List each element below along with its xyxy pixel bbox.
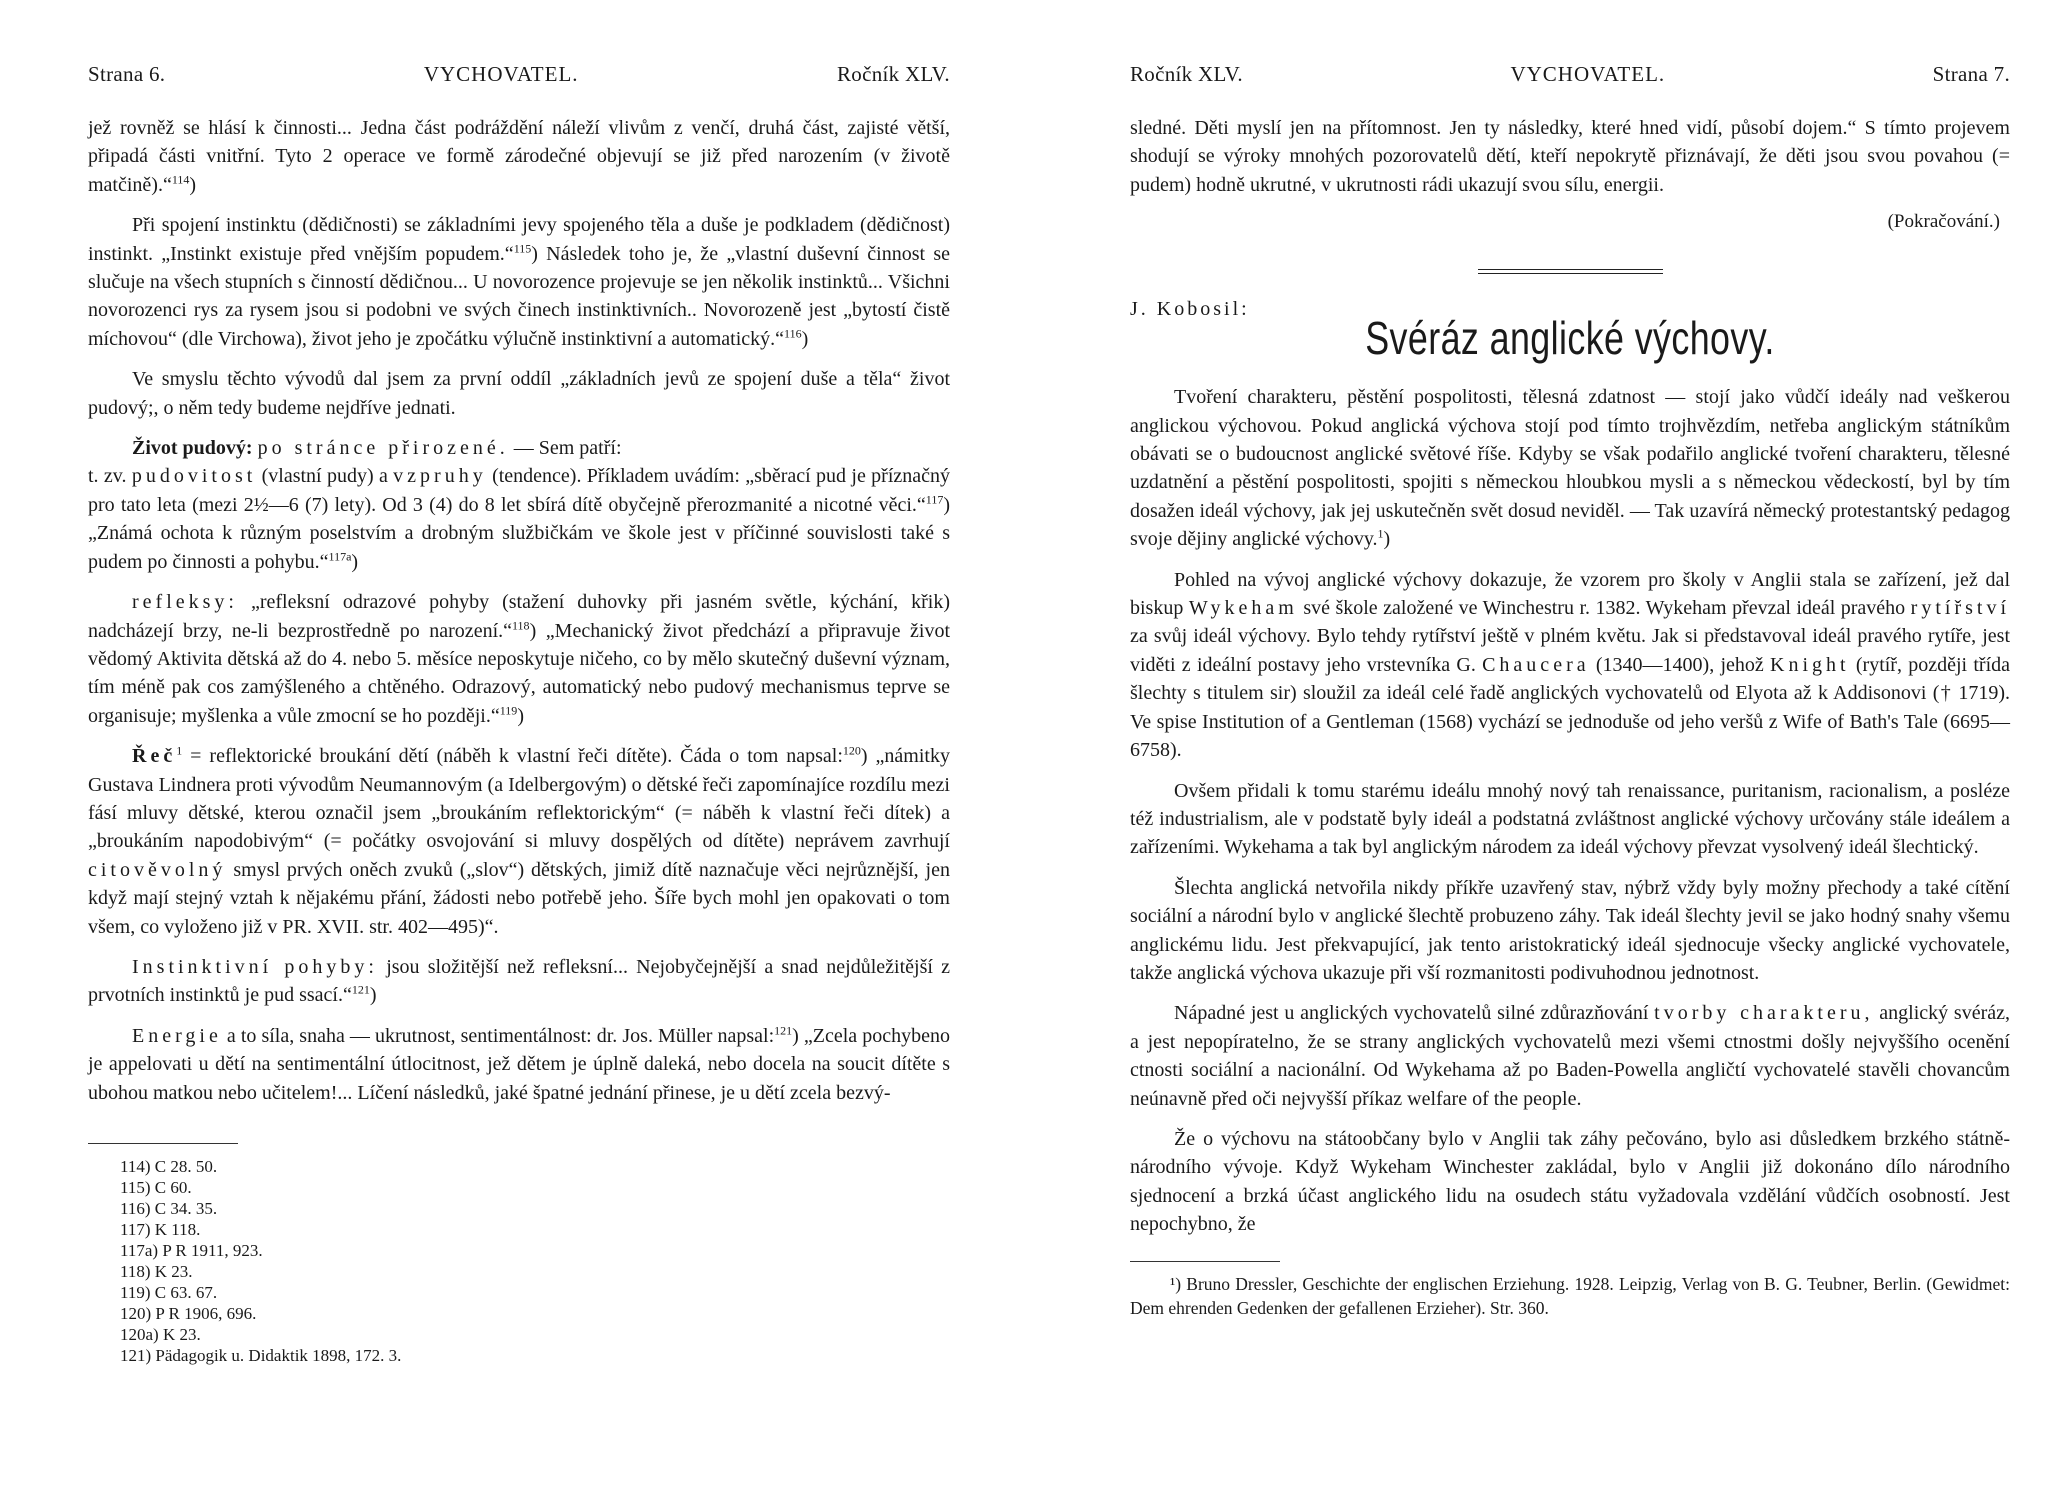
footnote: 116) C 34. 35.	[120, 1199, 218, 1218]
section-separator	[1478, 269, 1663, 274]
footnote: 117a) P R 1911, 923.	[120, 1241, 263, 1260]
left-page-body	[88, 114, 950, 1107]
page-number: Strana 7.	[1932, 62, 2010, 86]
footnote: 121) Pädagogik u. Didaktik 1898, 172. 3.	[120, 1346, 402, 1365]
page-number: Strana 6.	[88, 62, 166, 86]
paragraph: Tvoření charakteru, pěstění pospolitosti, tělesná zdatnost — stojí jako vůdčí ideály nad veškerou anglickou výchovou. Pokud anglická výchova stojí pod tímto trojhvězdím, netřeba anglickým státníkům obávati se o budoucnost anglické světové říše. Kdyby se však podařilo anglické tvoření charakteru, tělesné uzdatnění a pěstění pospolitosti, spojiti s německou hloubkou mysli a s německou vědeckostí, byl by tím dosažen ideál výchovy, jak jej uskutečněn svět dosud neviděl. — Tak uzavírá německý protestantský pedagog svoje dějiny anglické výchovy.$^1$)	[1130, 386, 2010, 551]
paragraph: Že o výchovu na státoobčany bylo v Anglii tak záhy pečováno, bylo asi důsledkem brzkého státně-národního vývoje. Když Wykeham Winchester zakládal, bylo v Anglii již dokonáno dílo národního sjednocení a brzká účast anglického lidu na osudech státu vyžadovala vzdělání vůdčích osobností. Jest nepochybno, že	[1130, 1127, 2010, 1236]
paragraph: Život pudový: po stránce přirozené. — Sem patří: t. zv. pudovitost (vlastní pudy) a vzpruhy (tendence). Příkladem uvádím: „sběrací pud je příznačný pro tato leta (mezi 2½—6 (7) lety). Od 3 (4) do 8 let sbírá dítě obyčejně přerozmanité a nicotné věci.“$^{117}$) „Známá ochota k různým poselstvím a drobným službičkám ve škole jest v příčinné souvislosti také s pudem po činnosti a pohybu.“$^{117a}$)	[88, 437, 951, 573]
footnote-rule	[88, 1143, 238, 1144]
paragraph: Řeč$^1$ = reflektorické broukání dětí (náběh k vlastní řeči dítěte). Čáda o tom napsal:$^{120}$) „námitky Gustava Lindnera proti vývodům Neumannovým (a Idelbergovým) o dětské řeči zapomínajíce rozdílu mezi fásí mluvy dětské, kterou označil jsem „broukáním reflektorickým“ (= náběh k vlastní řeči dítek) a „broukáním napodobivým“ (= počátky osvojování si mluvy dospělých od dítěte) neprávem zavrhují citověvolný smysl prvých oněch zvuků („slov“) dětských, jimiž dítě naznačuje věci nejrůznější, jen když mají stejný vztah k nějakému přání, žádosti nebo potřebě jeho. Šíře bych mohl jen opakovati o tom všem, co vyloženo již v PR. XVII. str. 402—495)“.	[88, 743, 950, 938]
paragraph: Při spojení instinktu (dědičnosti) se základními jevy spojeného těla a duše je podkladem (dědičnost) instinkt. „Instinkt existuje před vnějším popudem.“$^{115}$) Následek toho je, že „vlastní duševní činnost se slučuje na všech stupních s činností dědičnou... U novorozence projevuje se jen několik instinktů... Všichni novorozenci rys za rysem jsou si podobni ve svých činech instinktivních.. Novorozeně jest „bytostí čistě míchovou“ (dle Virchowa), život jeho je zpočátku výlučně instinktivní a automatický.“$^{116}$)	[88, 214, 950, 350]
footnote-rule	[1130, 1261, 1280, 1262]
article-title: Svéráz anglické výchovy.	[1365, 312, 1775, 365]
footnote: 114) C 28. 50.	[120, 1157, 218, 1176]
journal-title: VYCHOVATEL.	[423, 62, 579, 86]
to-be-continued: (Pokračování.)	[1887, 211, 2000, 233]
paragraph: Energie a to síla, snaha — ukrutnost, sentimentálnost: dr. Jos. Müller napsal:$^{121}$) „Zcela pochybeno je appelovati u dětí na sentimentální útlocitnost, jež dětem je úplně daleká, nebo docela na soucit dítěte s ubohou matkou nebo učitelem!... Líčení následků, jaké špatné jednání přinese, je u dětí zcela bezvý-	[88, 1023, 951, 1104]
footnote: 118) K 23.	[120, 1262, 193, 1281]
footnote: 120a) K 23.	[120, 1325, 201, 1344]
footnote: 119) C 63. 67.	[120, 1283, 218, 1302]
left-page-header	[88, 62, 950, 114]
paragraph: Šlechta anglická netvořila nikdy příkře uzavřený stav, nýbrž vždy byly možny přechody a také cítění sociální a národní bylo v anglické šlechtě probuzeno záhy. Tak ideál šlechty jevil se jako hodný snahy všemu anglickému lidu. Jest překvapující, jak tento aristokratický ideál sjednocuje všecky anglické vychovatele, takže anglická výchova ukazuje při vší rozmanitosti podivuhodnou jednotnost.	[1130, 876, 2010, 984]
continuation-paragraph: sledné. Děti myslí jen na přítomnost. Jen ty následky, které hned vidí, působí dojem.“ S tímto projevem shodují se výroky mnohých pozorovatelů dětí, kteří nepokrytě přiznávají, že děti jsou svou povahou (= pudem) hodně ukrutné, v ukrutnosti rádi ukazují svou sílu, energii.	[1130, 117, 2010, 196]
footnotes	[1130, 1261, 2010, 1320]
paragraph: Ovšem přidali k tomu starému ideálu mnohý nový tah renaissance, puritanism, racionalism, a posléze též industrialism, ale v podstatě byly ideál a podstatná zvláštnost anglické výchovy určovány stále ideálem a zařízeními. Wykehama a tak byl anglickým národem za ideál výchovy převzat vysolvený ideál šlechtický.	[1130, 779, 2010, 859]
volume-label: Ročník XLV.	[837, 62, 950, 86]
paragraph: Ve smyslu těchto vývodů dal jsem za první oddíl „základních jevů ze spojení duše a těla“ život pudový;, o něm tedy budeme nejdříve jednati.	[88, 368, 950, 419]
right-page-header	[1130, 62, 2010, 114]
right-page	[1030, 0, 2060, 1500]
journal-title: VYCHOVATEL.	[1510, 62, 1666, 86]
footnote: 117) K 118.	[120, 1220, 201, 1239]
right-page-body	[1130, 114, 2010, 1239]
volume-label: Ročník XLV.	[1130, 62, 1243, 86]
footnote: ¹) Bruno Dressler, Geschichte der englischen Erziehung. 1928. Leipzig, Verlag von B. G. Teubner, Berlin. (Gewidmet: Dem ehrenden Gedenken der gefallenen Erzieher). Str. 360.	[1130, 1273, 2010, 1318]
paragraph: Instinktivní pohyby: jsou složitější než refleksní... Nejobyčejnější a snad nejdůležitější z prvotních instinktů je pud ssací.“$^{121}$)	[88, 955, 950, 1007]
footnote: 120) P R 1906, 696.	[120, 1304, 257, 1323]
paragraph: Nápadné jest u anglických vychovatelů silné zdůrazňování tvorby charakteru, anglický svéráz, a jest nepopíratelno, že se strany anglických vychovatelů mezi všemi ctnostmi došly nejvyššího ocenění ctnosti sociální a nacionální. Od Wykehama až po Baden-Powella angličtí vychovatelé stavěli chovancům neúnavně před oči nejvyšší příkaz welfare of the people.	[1130, 1002, 2010, 1110]
article-author: J. Kobosil:	[1130, 298, 1250, 321]
paragraph: Pohled na vývoj anglické výchovy dokazuje, že vzorem pro školy v Anglii stala se zařízení, jež dal biskup Wykeham své škole založené ve Winchestru r. 1382. Wykeham převzal ideál pravého rytířství za svůj ideál výchovy. Bylo tehdy rytířství ještě v plném květu. Jak si představoval ideál pravého rytíře, jest viděti z ideální postavy jeho vrstevníka G. Chaucera (1340—1400), jehož Knight (rytíř, později třída šlechty s titulem sir) sloužil za ideál celé řadě anglických vychovatelů od Elyota až k Addisonovi († 1719). Ve spise Institution of a Gentleman (1568) vychází se jednoduše od jeho veršů z Wife of Bath's Tale (6695—6758).	[1130, 568, 2011, 762]
footnotes	[88, 1143, 950, 1366]
footnote: 115) C 60.	[120, 1178, 192, 1197]
paragraph: refleksy: „refleksní odrazové pohyby (stažení duhovky při jasném světle, kýchání, křik) nadcházejí brzy, ne-li bezprostředně po narození.“$^{118}$) „Mechanický život předchází a připravuje život vědomý Aktivita dětská až do 4. nebo 5. měsíce neposkytuje ničeho, co by mělo skutečný duševní význam, tím méně pak cos zamýšleného a chtěného. Odrazový, automatický nebo pudový mechanismus teprve se organisuje; myšlenka a vůle zmocní se ho později.“$^{119}$)	[88, 591, 951, 727]
paragraph: jež rovněž se hlásí k činnosti... Jedna část podráždění náleží vlivům z venčí, druhá část, zajisté větší, připadá části vnitřní. Tyto 2 operace ve formě zárodečné objevují se již před narozením (v životě matčině).“$^{114}$)	[88, 117, 950, 196]
